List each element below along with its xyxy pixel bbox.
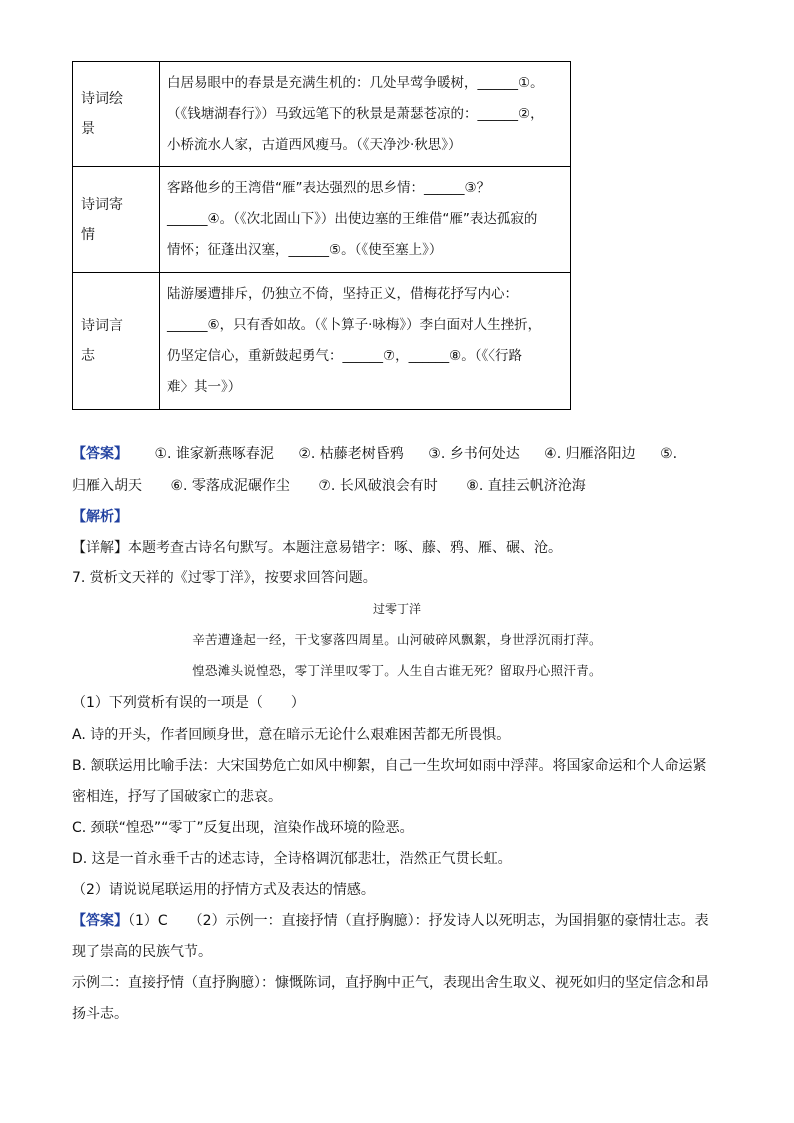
content-cell — [160, 167, 571, 273]
answer-item: ⑥. 零落成泥碾作尘 — [170, 478, 290, 494]
answer-item: ④. 归雁洛阳边 — [544, 446, 636, 462]
content-line: 白居易眼中的春景是充满生机的：几处早莺争暖树，______①。 — [167, 74, 544, 91]
answer-item: ⑤. — [660, 446, 678, 462]
content-line: 情怀；征蓬出汉塞，______⑤。（《使至塞上》） — [167, 242, 443, 258]
content-line: 难〉其一》） — [167, 379, 242, 395]
option-b: B. 颔联运用比喻手法：大宋国势危亡如风中柳絮，自己一生坎坷如雨中浮萍。将国家命运和个人命运紧 — [72, 758, 707, 774]
answer2-line: 【答案】（1）C （2）示例一：直接抒情（直抒胸臆）：抒发诗人以死明志，为国捐躯的豪情壮志。表 — [72, 913, 709, 929]
answer-line-2 — [72, 476, 586, 496]
content-line: ______④。（《次北固山下》）出使边塞的王维借“雁”表达孤寂的 — [167, 211, 538, 227]
sub-question-1: （1）下列赏析有误的一项是（ ） — [72, 695, 305, 711]
content-line: 陆游屡遭排斥，仍独立不倚，坚持正义，借梅花抒写内心： — [167, 286, 518, 302]
poem-line: 惶恐滩头说惶恐，零丁洋里叹零丁。人生自古谁无死？留取丹心照汗青。 — [192, 663, 602, 678]
category-cell: 诗词寄 情 — [73, 167, 160, 273]
answer-line-1 — [72, 444, 722, 464]
question-stem: 7. 赏析文天祥的《过零丁洋》，按要求回答问题。 — [72, 570, 377, 586]
answer-item: ⑧. 直挂云帆济沧海 — [466, 478, 586, 494]
table-row — [73, 273, 571, 410]
answer-tag: 【答案】 — [72, 446, 128, 462]
content-cell — [160, 273, 571, 410]
option-b-cont: 密相连，抒写了国破家亡的悲哀。 — [72, 789, 282, 805]
option-a: A. 诗的开头，作者回顾身世，意在暗示无论什么艰难困苦都无所畏惧。 — [72, 727, 511, 743]
category-cell: 诗词言 志 — [73, 273, 160, 410]
poem-title: 过零丁洋 — [372, 602, 421, 616]
answer2-line: 现了崇高的民族气节。 — [72, 944, 212, 960]
content-line: ______⑥，只有香如故。（《卜算子·咏梅》）李白面对人生挫折， — [167, 317, 542, 333]
answer-item: ①. 谁家新燕啄春泥 — [154, 446, 274, 462]
answer-item: 归雁入胡天 — [72, 478, 142, 494]
answer-item: ②. 枯藤老树昏鸦 — [298, 446, 404, 462]
answer2-line: 扬斗志。 — [72, 1006, 128, 1022]
poem-line: 辛苦遭逢起一经，干戈寥落四周星。山河破碎风飘絮，身世浮沉雨打萍。 — [192, 632, 602, 647]
answer-item: ⑦. 长风破浪会有时 — [318, 478, 438, 494]
analysis-heading: 【解析】 — [72, 509, 128, 525]
analysis-detail: 【详解】本题考查古诗名句默写。本题注意易错字：啄、藤、鸦、雁、碾、沧。 — [72, 540, 562, 556]
category-cell: 诗词绘 景 — [73, 62, 160, 167]
option-c: C. 颈联“惶恐”“零丁”反复出现，渲染作战环境的险恶。 — [72, 820, 414, 836]
sub-question-2: （2）请说说尾联运用的抒情方式及表达的情感。 — [72, 882, 375, 898]
content-cell — [160, 62, 571, 167]
table-row — [73, 167, 571, 273]
table-row — [73, 62, 571, 167]
answer2-line: 示例二：直接抒情（直抒胸臆）：慷慨陈词，直抒胸中正气，表现出舍生取义、视死如归的坚定信念和昂 — [72, 975, 709, 991]
content-line: 客路他乡的王湾借“雁”表达强烈的思乡情：______③？ — [167, 180, 491, 196]
content-line: 小桥流水人家，古道西风瘦马。（《天净沙·秋思》） — [167, 136, 462, 153]
answer-item: ③. 乡书何处达 — [428, 446, 520, 462]
content-line: （《钱塘湖春行》）马致远笔下的秋景是萧瑟苍凉的：______②， — [167, 105, 544, 122]
option-d: D. 这是一首永垂千古的述志诗，全诗格调沉郁悲壮，浩然正气贯长虹。 — [72, 851, 512, 867]
poem-table — [72, 61, 571, 410]
content-line: 仍坚定信心，重新鼓起勇气：______⑦，______⑧。（《〈行路 — [167, 348, 522, 364]
